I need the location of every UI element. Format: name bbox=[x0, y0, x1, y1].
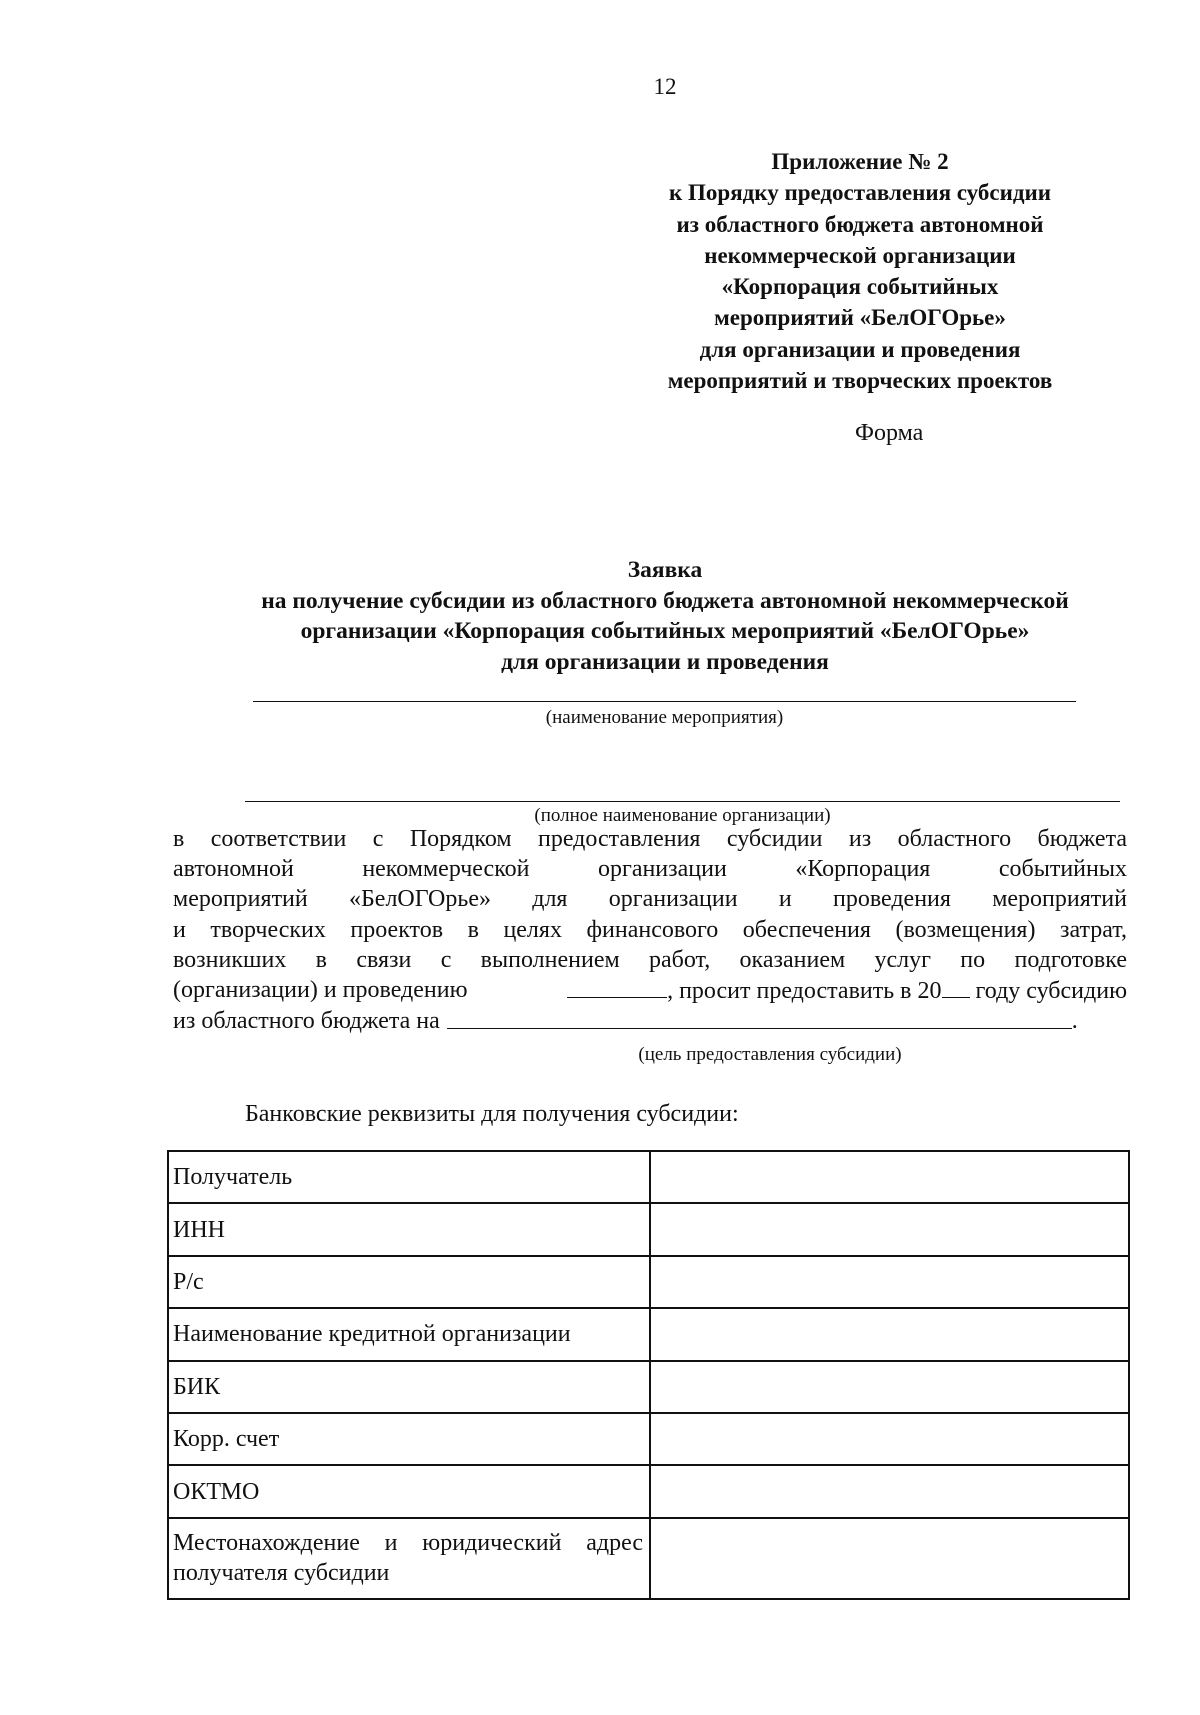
body-line bbox=[173, 975, 1127, 1006]
form-label: Форма bbox=[855, 420, 924, 446]
appendix-line: для организации и проведения bbox=[699, 336, 1021, 362]
event-name-blank-line[interactable] bbox=[253, 701, 1076, 702]
body-line: из областного бюджета на . bbox=[173, 1006, 1127, 1036]
table-cell-label: Получатель bbox=[168, 1151, 650, 1203]
table-row bbox=[168, 1203, 1129, 1255]
title-line: Заявка bbox=[627, 557, 703, 583]
table-row bbox=[168, 1151, 1129, 1203]
table-row bbox=[168, 1413, 1129, 1465]
table-cell-label: БИК bbox=[168, 1361, 650, 1413]
table-cell-value[interactable] bbox=[650, 1203, 1129, 1255]
table-cell-value[interactable] bbox=[650, 1308, 1129, 1360]
title-line: для организации и проведения bbox=[501, 648, 829, 675]
appendix-line: мероприятий и творческих проектов bbox=[667, 368, 1053, 394]
table-row bbox=[168, 1361, 1129, 1413]
appendix-line: Приложение № 2 bbox=[771, 149, 949, 174]
year-blank[interactable] bbox=[942, 975, 970, 998]
subsidy-purpose-caption: (цель предоставления субсидии) bbox=[638, 1044, 902, 1065]
table-cell-label bbox=[168, 1518, 650, 1599]
table-row bbox=[168, 1308, 1129, 1360]
table-cell-value[interactable] bbox=[650, 1465, 1129, 1517]
table-cell-label: ИНН bbox=[168, 1203, 650, 1255]
organization-name-caption: (полное наименование организации) bbox=[534, 805, 831, 826]
label-line: получателя субсидии bbox=[173, 1560, 390, 1587]
table-cell-label: Р/с bbox=[168, 1256, 650, 1308]
event-name-caption: (наименование мероприятия) bbox=[545, 707, 784, 728]
table-cell-label: Наименование кредитной организации bbox=[168, 1308, 650, 1360]
body-line: автономной некоммерческой организации «Корпорация событийных bbox=[173, 856, 1127, 883]
appendix-line: мероприятий «БелОГОрье» bbox=[714, 305, 1006, 331]
table-cell-label: ОКТМО bbox=[168, 1465, 650, 1517]
table-row bbox=[168, 1518, 1129, 1599]
bank-details-heading: Банковские реквизиты для получения субсидии: bbox=[245, 1101, 739, 1127]
table-cell-value[interactable] bbox=[650, 1518, 1129, 1599]
appendix-header bbox=[600, 146, 1120, 396]
bank-details-table bbox=[167, 1150, 1130, 1600]
table-cell-value[interactable] bbox=[650, 1256, 1129, 1308]
title-line: на получение субсидии из областного бюджета автономной некоммерческой bbox=[261, 587, 1069, 614]
appendix-line: «Корпорация событийных bbox=[721, 274, 999, 300]
label-line: Местонахождение и юридический адрес bbox=[173, 1530, 643, 1557]
body-text: (организации) и проведению bbox=[173, 977, 468, 1004]
document-title bbox=[170, 555, 1160, 677]
organization-name-blank-line[interactable] bbox=[245, 801, 1120, 802]
body-line: в соответствии с Порядком предоставления субсидии из областного бюджета bbox=[173, 826, 1127, 852]
table-row bbox=[168, 1465, 1129, 1517]
body-text: из областного бюджета на bbox=[173, 1008, 440, 1035]
appendix-line: из областного бюджета автономной bbox=[676, 211, 1044, 237]
appendix-line: некоммерческой организации bbox=[704, 242, 1016, 268]
body-line: мероприятий «БелОГОрье» для организации и проведения мероприятий bbox=[173, 886, 1127, 913]
table-cell-label: Корр. счет bbox=[168, 1413, 650, 1465]
page-number: 12 bbox=[653, 74, 677, 99]
body-line: и творческих проектов в целях финансового обеспечения (возмещения) затрат, bbox=[173, 916, 1127, 943]
title-line: организации «Корпорация событийных мероприятий «БелОГОрье» bbox=[300, 618, 1030, 644]
table-cell-value[interactable] bbox=[650, 1151, 1129, 1203]
purpose-blank[interactable] bbox=[447, 1006, 1072, 1029]
body-line: возникших в связи с выполнением работ, оказанием услуг по подготовке bbox=[173, 946, 1127, 973]
appendix-line: к Порядку предоставления субсидии bbox=[669, 180, 1051, 206]
body-fill-group: , просит предоставить в 20 году субсидию bbox=[567, 975, 1127, 1006]
event-blank[interactable] bbox=[567, 975, 667, 998]
table-row bbox=[168, 1256, 1129, 1308]
table-cell-value[interactable] bbox=[650, 1361, 1129, 1413]
table-cell-value[interactable] bbox=[650, 1413, 1129, 1465]
application-body bbox=[173, 824, 1127, 1036]
